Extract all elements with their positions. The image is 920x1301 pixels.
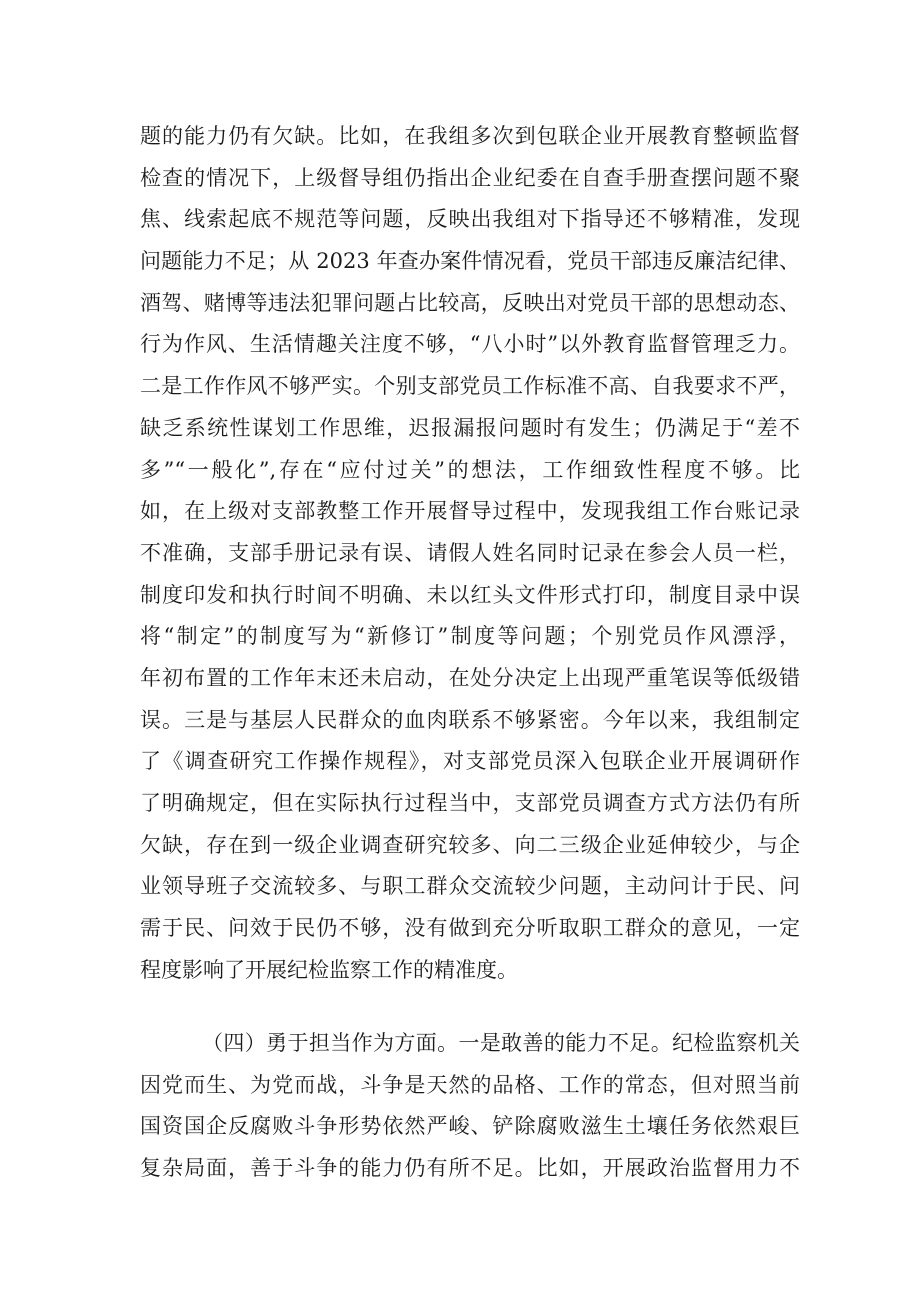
- text-line: 检查的情况下，上级督导组仍指出企业纪委在自查手册查摆问题不聚: [140, 165, 800, 190]
- text-line: 二是工作作风不够严实。个别支部党员工作标准不高、自我要求不严，: [140, 374, 800, 399]
- text-line: 如，在上级对支部教整工作开展督导过程中，发现我组工作台账记录: [140, 499, 800, 524]
- text-line: 因党而生、为党而战，斗争是天然的品格、工作的常态，但对照当前: [140, 1072, 800, 1097]
- text-line: 误。三是与基层人民群众的血肉联系不够紧密。今年以来，我组制定: [140, 707, 800, 732]
- text-line: 缺乏系统性谋划工作思维，迟报漏报问题时有发生；仍满足于“差不: [140, 415, 800, 440]
- text-line: 焦、线索起底不规范等问题，反映出我组对下指导还不够精准，发现: [140, 207, 800, 232]
- text-line: 酒驾、赌博等违法犯罪问题占比较高，反映出对党员干部的思想动态、: [140, 290, 800, 315]
- paragraph-work-style: [140, 116, 800, 991]
- text-line: 将“制定”的制度写为“新修订”制度等问题；个别党员作风漂浮，: [140, 624, 800, 649]
- text-line: （四）勇于担当作为方面。一是敢善的能力不足。纪检监察机关: [202, 1031, 800, 1055]
- text-line: 问题能力不足；从 2023 年查办案件情况看，党员干部违反廉洁纪律、: [140, 249, 800, 274]
- paragraph-responsibility: [140, 1023, 800, 1190]
- text-line: 国资国企反腐败斗争形势依然严峻、铲除腐败滋生土壤任务依然艰巨: [140, 1114, 800, 1139]
- text-line: 年初布置的工作年末还未启动，在处分决定上出现严重笔误等低级错: [140, 665, 800, 690]
- text-line: 复杂局面，善于斗争的能力仍有所不足。比如，开展政治监督用力不: [140, 1156, 800, 1181]
- text-line: 需于民、问效于民仍不够，没有做到充分听取职工群众的意见，一定: [140, 916, 800, 941]
- text-line: 行为作风、生活情趣关注度不够，“八小时”以外教育监督管理乏力。: [140, 332, 800, 357]
- text-line: 多”“一般化”,存在“应付过关”的想法，工作细致性程度不够。比: [140, 457, 800, 482]
- text-line: 了明确规定，但在实际执行过程当中，支部党员调查方式方法仍有所: [140, 791, 800, 815]
- text-line: 了《调查研究工作操作规程》，对支部党员深入包联企业开展调研作: [140, 749, 800, 774]
- text-line: 程度影响了开展纪检监察工作的精准度。: [140, 957, 518, 982]
- text-line: 题的能力仍有欠缺。比如，在我组多次到包联企业开展教育整顿监督: [140, 124, 800, 148]
- text-line: 不准确，支部手册记录有误、请假人姓名同时记录在参会人员一栏，: [140, 540, 800, 565]
- text-line: 欠缺，存在到一级企业调查研究较多、向二三级企业延伸较少，与企: [140, 832, 800, 857]
- text-line: 业领导班子交流较多、与职工群众交流较少问题，主动问计于民、问: [140, 874, 800, 899]
- text-line: 制度印发和执行时间不明确、未以红头文件形式打印，制度目录中误: [140, 582, 800, 607]
